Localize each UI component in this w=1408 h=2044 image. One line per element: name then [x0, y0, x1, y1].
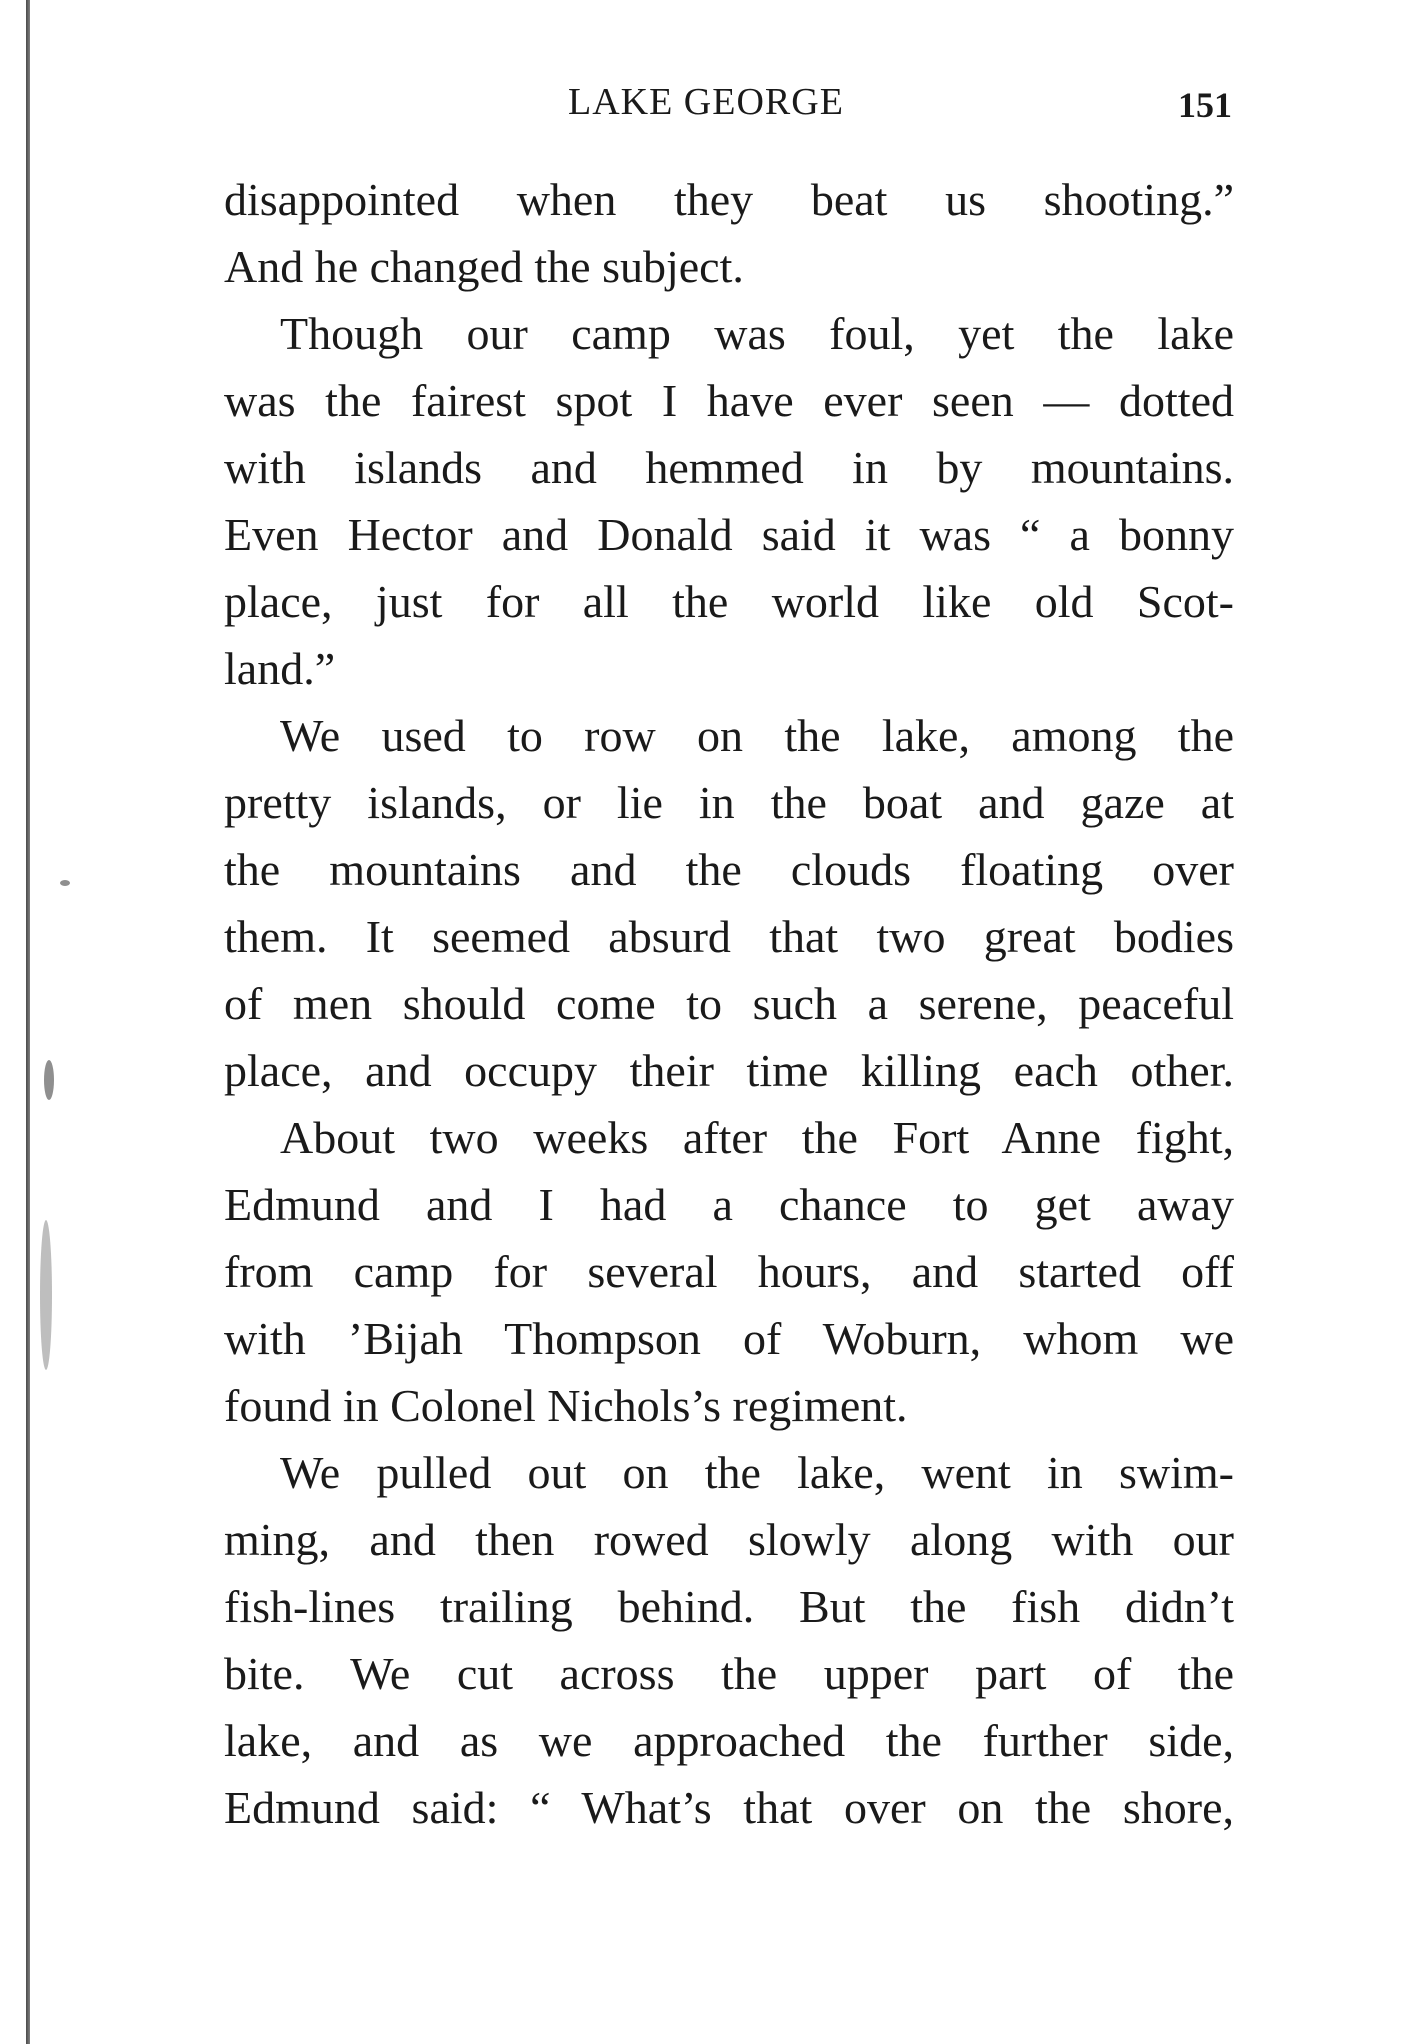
- text-line: of men should come to such a serene, peaceful: [224, 978, 1234, 1029]
- text-line: with ’Bijah Thompson of Woburn, whom we: [224, 1313, 1234, 1364]
- scan-speck: [44, 1060, 54, 1100]
- text-line: from camp for several hours, and started off: [224, 1246, 1234, 1297]
- text-line: We pulled out on the lake, went in swim-: [280, 1447, 1234, 1498]
- scan-speck: [60, 880, 70, 886]
- text-line: Even Hector and Donald said it was “ a bonny: [224, 509, 1234, 560]
- text-line: lake, and as we approached the further side,: [224, 1715, 1234, 1766]
- text-line: the mountains and the clouds floating over: [224, 844, 1234, 895]
- scan-speck: [40, 1220, 52, 1370]
- text-line: them. It seemed absurd that two great bodies: [224, 911, 1234, 962]
- text-line: with islands and hemmed in by mountains.: [224, 442, 1234, 493]
- text-line: Edmund and I had a chance to get away: [224, 1179, 1234, 1230]
- text-line: And he changed the subject.: [224, 241, 744, 292]
- text-line: Edmund said: “ What’s that over on the shore,: [224, 1782, 1234, 1833]
- text-line: found in Colonel Nichols’s regiment.: [224, 1380, 908, 1431]
- text-line: bite. We cut across the upper part of the: [224, 1648, 1234, 1699]
- text-line: ming, and then rowed slowly along with our: [224, 1514, 1234, 1565]
- text-line: place, just for all the world like old Scot-: [224, 576, 1234, 627]
- running-header: [0, 80, 1408, 140]
- page-number: 151: [1178, 85, 1232, 125]
- page-binding-edge: [26, 0, 30, 2044]
- text-line: pretty islands, or lie in the boat and gaze at: [224, 777, 1234, 828]
- text-line: place, and occupy their time killing each other.: [224, 1045, 1234, 1096]
- text-line: About two weeks after the Fort Anne fight,: [280, 1112, 1234, 1163]
- text-line: We used to row on the lake, among the: [280, 710, 1234, 761]
- body-text: [224, 166, 1234, 1841]
- text-line: disappointed when they beat us shooting.”: [224, 174, 1234, 225]
- text-line: Though our camp was foul, yet the lake: [280, 308, 1234, 359]
- text-line: land.”: [224, 643, 336, 694]
- running-title: LAKE GEORGE: [568, 81, 844, 123]
- text-line: was the fairest spot I have ever seen — dotted: [224, 375, 1234, 426]
- text-line: fish-lines trailing behind. But the fish didn’t: [224, 1581, 1234, 1632]
